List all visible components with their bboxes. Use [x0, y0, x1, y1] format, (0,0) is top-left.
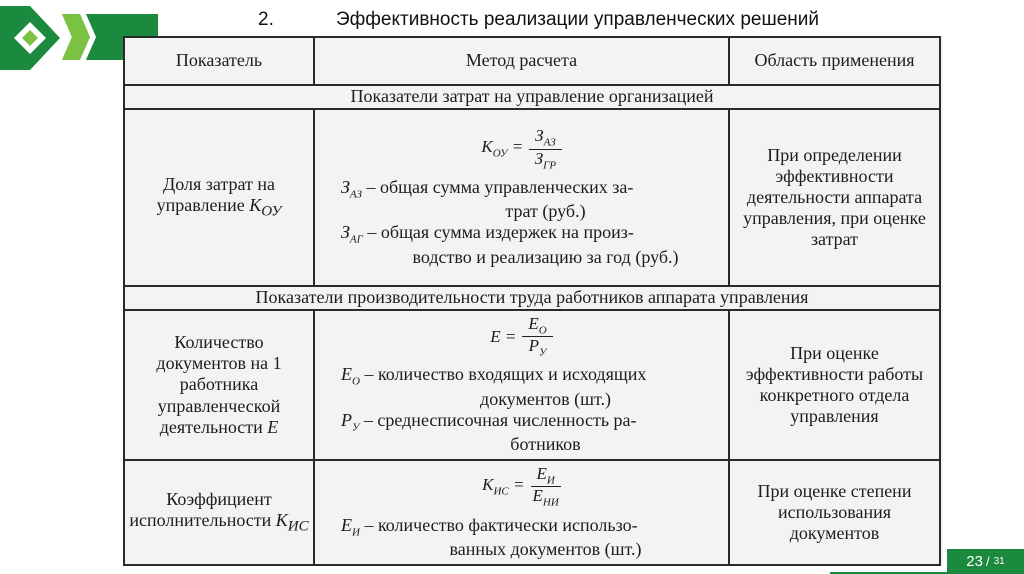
page-separator: /	[985, 554, 990, 569]
definition-line: $E_И$ – количество фактически использо-	[341, 514, 638, 539]
method-cell	[314, 310, 729, 460]
definition-line: ванных документов (шт.)	[449, 539, 642, 560]
definition-line: $З_{АГ}$ – общая сумма издержек на произ-	[341, 222, 634, 247]
method-cell	[314, 109, 729, 286]
definition-line: документов (шт.)	[480, 388, 611, 409]
indicator-symbol: $K_{ИС}$	[275, 509, 309, 535]
metrics-table-container	[123, 36, 943, 566]
header-application: Область применения	[729, 37, 940, 85]
application-cell: При оценке степени использования документов	[729, 460, 940, 565]
formula: $K_{ИС}$ = $\frac{E_И}{E_{НИ}}$	[319, 465, 724, 509]
header-method: Метод расчета	[314, 37, 729, 85]
table-header-row	[124, 37, 940, 85]
definition-line: $E_O$ – количество входящих и исходящих	[341, 364, 647, 389]
indicator-text: Количество документов на 1 работника управленческой деятельности	[156, 332, 282, 437]
indicator-symbol: E	[267, 416, 279, 437]
slide-title	[258, 9, 819, 31]
indicator-symbol: $K_{ОУ}$	[249, 194, 282, 220]
application-cell: При оценке эффективности работы конкретного отдела управления	[729, 310, 940, 460]
section-title-productivity: Показатели производительности труда работников аппарата управления	[124, 286, 940, 310]
current-page: 23	[966, 553, 983, 570]
method-cell	[314, 460, 729, 565]
slide-title-text: Эффективность реализации управленческих решений	[336, 9, 819, 30]
page-counter	[947, 549, 1024, 574]
formula: E = $\frac{E_O}{P_У}$	[319, 315, 724, 359]
section-row-costs	[124, 85, 940, 109]
application-cell: При определении эффективности деятельности аппарата управления, при оценке затрат	[729, 109, 940, 286]
definition-line: водство и реализацию за год (руб.)	[412, 246, 679, 267]
definition-line: трат (руб.)	[505, 201, 586, 222]
metrics-table	[123, 36, 941, 566]
indicator-cell	[124, 109, 314, 286]
section-title-costs: Показатели затрат на управление организацией	[124, 85, 940, 109]
section-number: 2.	[258, 9, 274, 30]
total-pages: 31	[993, 556, 1005, 567]
table-row	[124, 310, 940, 460]
formula: $K_{ОУ}$ = $\frac{З_{АЗ}}{З_{ГР}}$	[319, 127, 724, 171]
table-row	[124, 460, 940, 565]
definition-line: ботников	[510, 434, 581, 455]
definition-line: $З_{АЗ}$ – общая сумма управленческих за-	[341, 176, 634, 201]
table-row	[124, 109, 940, 286]
indicator-cell	[124, 310, 314, 460]
indicator-text: Коэффициент исполнительности	[129, 488, 272, 530]
section-row-productivity	[124, 286, 940, 310]
header-indicator: Показатель	[124, 37, 314, 85]
definition-line: $P_У$ – среднесписочная численность ра-	[341, 409, 637, 434]
indicator-cell	[124, 460, 314, 565]
indicator-text: Доля затрат на управление	[156, 173, 276, 215]
